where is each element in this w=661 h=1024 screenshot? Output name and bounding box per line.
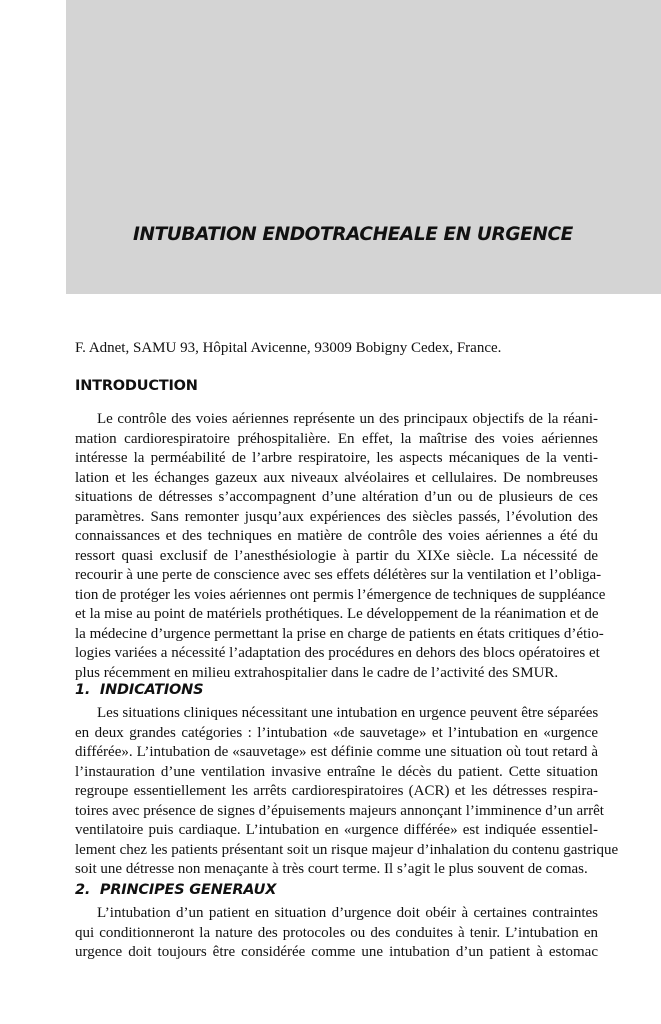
chapter-header-band [66, 0, 661, 294]
author-affiliation: F. Adnet, SAMU 93, Hôpital Avicenne, 93009 Bobigny Cedex, France. [75, 340, 502, 356]
text-line: recourir à une perte de conscience avec ses effets délétères sur la ventilation et l’obliga- [75, 567, 602, 583]
section-body-indications [75, 704, 619, 880]
text-line: l’instauration d’une ventilation invasive entraîne le décès du patient. Cette situation [75, 763, 598, 780]
section-title: INTRODUCTION [75, 378, 198, 394]
section-heading-principes-generaux [75, 882, 276, 898]
text-line: Le contrôle des voies aériennes représente un des principaux objectifs de la réani- [97, 411, 598, 427]
text-line: logies variées a nécessité l’adaptation des procédures en dehors des blocs opératoires et [75, 645, 600, 661]
section-heading-indications [75, 682, 203, 698]
chapter-title: INTUBATION ENDOTRACHEALE EN URGENCE [133, 224, 573, 245]
section-heading-introduction [75, 378, 198, 394]
text-line: mation cardiorespiratoire préhospitalière. En effet, la maîtrise des voies aériennes [75, 430, 598, 447]
text-line: lement chez les patients présentant soit un risque majeur d’inhalation du contenu gastrique [75, 841, 619, 858]
text-line: Les situations cliniques nécessitant une intubation en urgence peuvent être séparées [97, 705, 599, 721]
text-line: situations de détresses s’accompagnent d’une altération d’un ou de plusieurs de ces [75, 489, 598, 505]
text-line: ressort quasi exclusif de l’anesthésiologie à partir du XIXe siècle. La nécessité de [75, 547, 598, 564]
section-title: INDICATIONS [99, 682, 204, 698]
text-line: et la mise au point de matériels prothétiques. Le développement de la réanimation et de [75, 606, 599, 622]
text-line: lation et les échanges gazeux aux niveaux alvéolaires et cellulaires. De nombreuses [75, 469, 598, 486]
text-line: différée». L’intubation de «sauvetage» est définie comme une situation où tout retard à [75, 744, 598, 760]
text-line: en deux grandes catégories : l’intubation «de sauvetage» et l’intubation en «urgence [75, 724, 598, 741]
section-body-introduction [75, 410, 606, 683]
text-line: regroupe essentiellement les arrêts cardiorespiratoires (ACR) et les détresses respira- [75, 783, 598, 799]
text-line: toires avec présence de signes d’épuisements majeurs annonçant l’imminence d’un arrêt [75, 802, 604, 819]
text-line: tion de protéger les voies aériennes ont permis l’émergence de techniques de suppléance [75, 586, 606, 603]
text-line: intéresse la perméabilité de l’arbre respiratoire, les aspects mécaniques de la venti- [75, 450, 598, 466]
text-line: la médecine d’urgence permettant la prise en charge de patients en états critiques d’étio- [75, 625, 604, 642]
text-line: ventilatoire puis cardiaque. L’intubation en «urgence différée» est indiquée essentiel- [75, 822, 598, 838]
section-body-principes-generaux [75, 904, 598, 963]
section-number: 2. [75, 882, 91, 898]
section-number: 1. [75, 682, 91, 698]
text-line: paramètres. Sans remonter jusqu’aux expériences des siècles passés, l’évolution des [75, 508, 598, 525]
section-title: PRINCIPES GENERAUX [99, 882, 277, 898]
text-line: urgence doit toujours être considérée comme une intubation d’un patient à estomac [75, 944, 598, 960]
text-line: L’intubation d’un patient en situation d’urgence doit obéir à certaines contraintes [97, 905, 598, 921]
text-line: connaissances et des techniques en matière de contrôle des voies aériennes a été du [75, 528, 598, 544]
text-line: soit une détresse non menaçante à très court terme. Il s’agit le plus souvent de comas. [75, 861, 588, 877]
text-line: qui conditionneront la nature des protocoles ou des conduites à tenir. L’intubation en [75, 924, 598, 941]
text-line: plus récemment en milieu extrahospitalier dans le cadre de l’activité des SMUR. [75, 664, 559, 681]
